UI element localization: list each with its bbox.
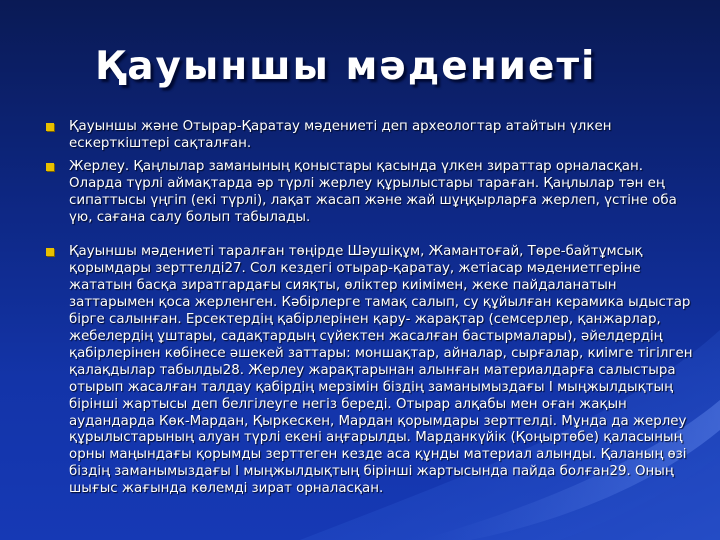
list-item	[46, 119, 694, 153]
list-item	[46, 159, 694, 227]
square-bullet-icon	[46, 248, 54, 256]
slide-title: Қауыншы мәдениеті	[95, 44, 597, 89]
list-item	[46, 244, 694, 498]
square-bullet-icon	[46, 163, 54, 171]
list-item-text: Қауыншы және Отырар-Қаратау мәдениеті деп археологтар атайтын үлкен ескерткіштері сақталған.	[69, 119, 612, 151]
list-item-text: Қауыншы мәдениеті таралған төңірде Шәушіқұм, Жамантоғай, Төре-байтұмсық қорымдары зерттелді27. Сол кездегі отырар-қаратау, жетіасар мәдениетгеріне жататын басқа зиратгардағы сияқты, өліктер киімімен, жеке пайдаланатын заттарымен қоса жерленген. Кәбірлерге тамақ салып, су құйылған керамика ыдыстар бірге салынған. Ерсектердің қабірлерінен қару- жарақтар (семсерлер, қанжарлар, жебелердің ұштары, садақтардың сүйектен жасалған бастырмалары), әйелдердің қабірлерінен көбінесе әшекей заттары: моншақтар, айналар, сырғалар, киімге тігілген қалақдылар табылды28. Жерлеу жарақтарынан алынған материалдарға салыстыра отырып жасалған талдау қабірдің мерзімін біздің заманымыздағы І мыңжылдықтың бірінші жартысы деп белгілеуге негіз береді. Отырар алқабы мен оған жақын аудандарда Көк-Мардан, Қыркескен, Мардан қорымдары зерттелді. Мұнда да жерлеу құрылыстарының алуан түрлі екені аңғарылды. Марданкүйік (Қоңыртөбе) қаласының орны маңындағы қорымды зерттеген кезде аса құнды материал алынды. Қаланың өзі біздің заманымыздағы І мыңжылдықтың бірінші жартысында пайда болған29. Оның шығыс жағында көлемді зират орналасқан.	[69, 244, 693, 497]
square-bullet-icon	[46, 123, 54, 131]
list-item-text: Жерлеу. Қаңлылар заманының қоныстары қасында үлкен зираттар орналасқан. Оларда түрлі аймақтарда әр түрлі жерлеу құрылыстары тараған. Қаңлылар тән ең сипаттысы үңгіп (екі түрлі), лақат жасап және жай шұңқырларға жерлеп, үстіне оба үю, сағана салу болып табылады.	[69, 158, 677, 225]
bullet-list	[46, 119, 694, 498]
